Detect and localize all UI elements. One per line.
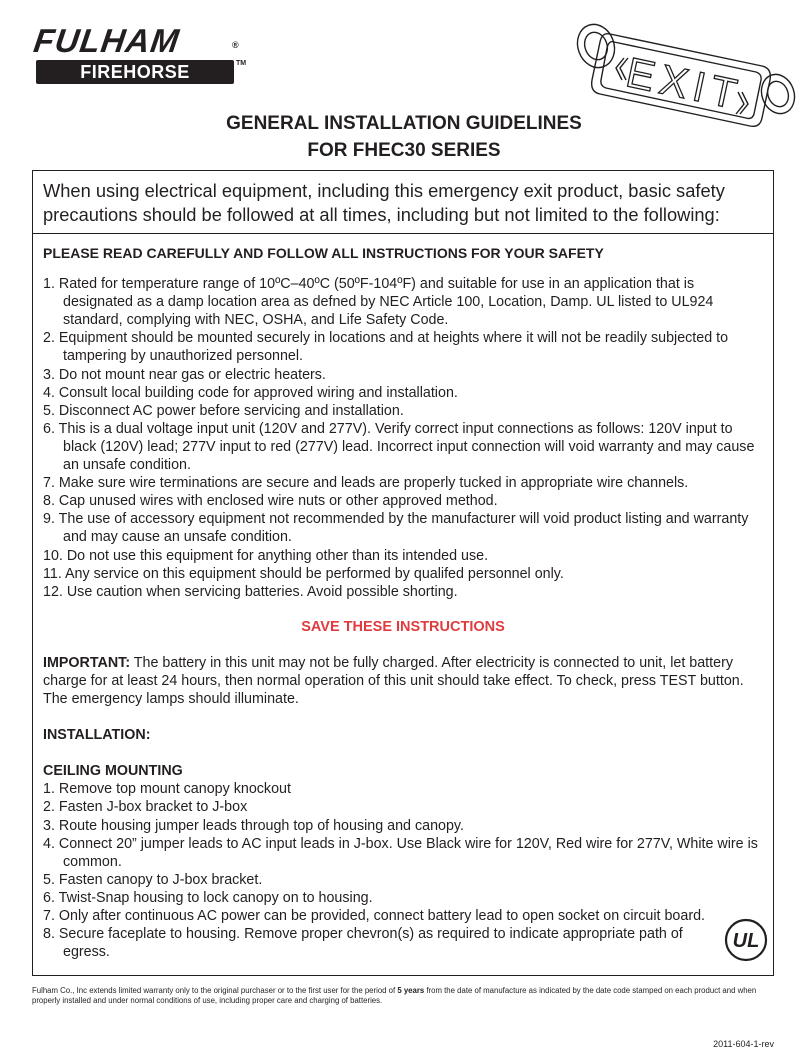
list-item: 7. Only after continuous AC power can be provided, connect battery lead to open socket on circuit board. [43, 908, 706, 924]
list-item: 6. This is a dual voltage input unit (120V and 277V). Verify correct input connections as follows: 120V input to black (120V) lead; 277V input to red (277V) lead. Incorrect input connection will void warranty and may cause an unsafe condition. [43, 420, 755, 474]
list-item: 5. Disconnect AC power before servicing and installation. [43, 402, 404, 419]
warranty-footer [32, 986, 776, 1006]
safety-list [43, 275, 763, 601]
list-item: 3. Do not mount near gas or electric heaters. [43, 366, 326, 383]
logo-product-bar: FIREHORSE [36, 60, 234, 84]
list-item: 9. The use of accessory equipment not recommended by the manufacturer will void product listing and warranty and may cause an unsafe condition. [43, 511, 749, 546]
title-line-1: GENERAL INSTALLATION GUIDELINES [226, 113, 582, 134]
list-item: 2. Fasten J-box bracket to J-box [43, 799, 248, 816]
important-label: IMPORTANT: [43, 654, 131, 671]
list-item: 8. Secure faceplate to housing. Remove proper chevron(s) as required to indicate appropriate path of egress. [43, 926, 683, 961]
list-item: 7. Make sure wire terminations are secure and leads are properly tucked in appropriate wire channels. [43, 475, 689, 492]
document-number: 2011-604-1-rev [713, 1039, 774, 1049]
list-item: 1. Rated for temperature range of 10ºC–40ºC (50ºF-104ºF) and suitable for use in an application that is designated as a damp location area as defned by NEC Article 100, Location, Damp. UL listed to UL924 standard, complying with NEC, OSHA, and Life Safety Code. [43, 276, 714, 329]
list-item: 6. Twist-Snap housing to lock canopy on to housing. [43, 889, 373, 906]
logo-brand: FULHAM [31, 22, 182, 59]
warranty-period: 5 years [397, 986, 425, 995]
logo-registered-mark: ® [232, 40, 239, 50]
ceiling-mounting-heading: CEILING MOUNTING [43, 763, 183, 780]
instructions-body [33, 234, 773, 961]
important-note [43, 654, 763, 708]
important-text: The battery in this unit may not be fully charged. After electricity is connected to unit, let battery charge for at least 24 hours, then normal operation of this unit should take effect. To check, press TEST button. The emergency lamps should illuminate. [43, 654, 744, 708]
list-item: 4. Consult local building code for approved wiring and installation. [43, 384, 458, 401]
warranty-text-2: from the date of manufacture as indicated by the date code stamped on each product and when properly installed and under normal conditions of use, including proper care and charging of batteries. [32, 986, 757, 1005]
ul-listed-icon [724, 918, 768, 962]
ul-mark-text: UL [732, 930, 760, 952]
list-item: 12. Use caution when servicing batteries. Avoid possible shorting. [43, 583, 458, 600]
list-item: 8. Cap unused wires with enclosed wire nuts or other approved method. [43, 493, 498, 510]
fulham-firehorse-logo [31, 22, 247, 88]
save-instructions-heading: SAVE THESE INSTRUCTIONS [301, 618, 505, 635]
list-item: 2. Equipment should be mounted securely in locations and at heights where it will not be readily subjected to tampering by unauthorized personnel. [43, 330, 729, 365]
list-item: 4. Connect 20” jumper leads to AC input leads in J-box. Use Black wire for 120V, Red wire for 277V, White wire is common. [43, 835, 758, 870]
list-item: 10. Do not use this equipment for anything other than its intended use. [43, 547, 489, 564]
ceiling-mounting-list [43, 780, 763, 961]
logo-trademark: TM [236, 60, 247, 67]
safety-heading: PLEASE READ CAREFULLY AND FOLLOW ALL INSTRUCTIONS FOR YOUR SAFETY [43, 245, 604, 261]
list-item: 11. Any service on this equipment should be performed by qualifed personnel only. [43, 565, 564, 582]
instructions-box [32, 170, 774, 976]
exit-sign-text: EXIT [622, 48, 747, 119]
list-item: 3. Route housing jumper leads through top of housing and canopy. [43, 817, 464, 834]
page-title [0, 110, 808, 164]
title-line-2: FOR FHEC30 SERIES [307, 140, 501, 161]
warranty-text-1: Fulham Co., Inc extends limited warranty only to the original purchaser or to the first user for the period of [32, 986, 398, 995]
list-item: 5. Fasten canopy to J-box bracket. [43, 871, 263, 888]
list-item: 1. Remove top mount canopy knockout [43, 781, 291, 798]
installation-heading: INSTALLATION: [43, 727, 151, 744]
safety-intro: When using electrical equipment, including this emergency exit product, basic safety precautions should be followed at all times, including but not limited to the following: [33, 171, 773, 234]
